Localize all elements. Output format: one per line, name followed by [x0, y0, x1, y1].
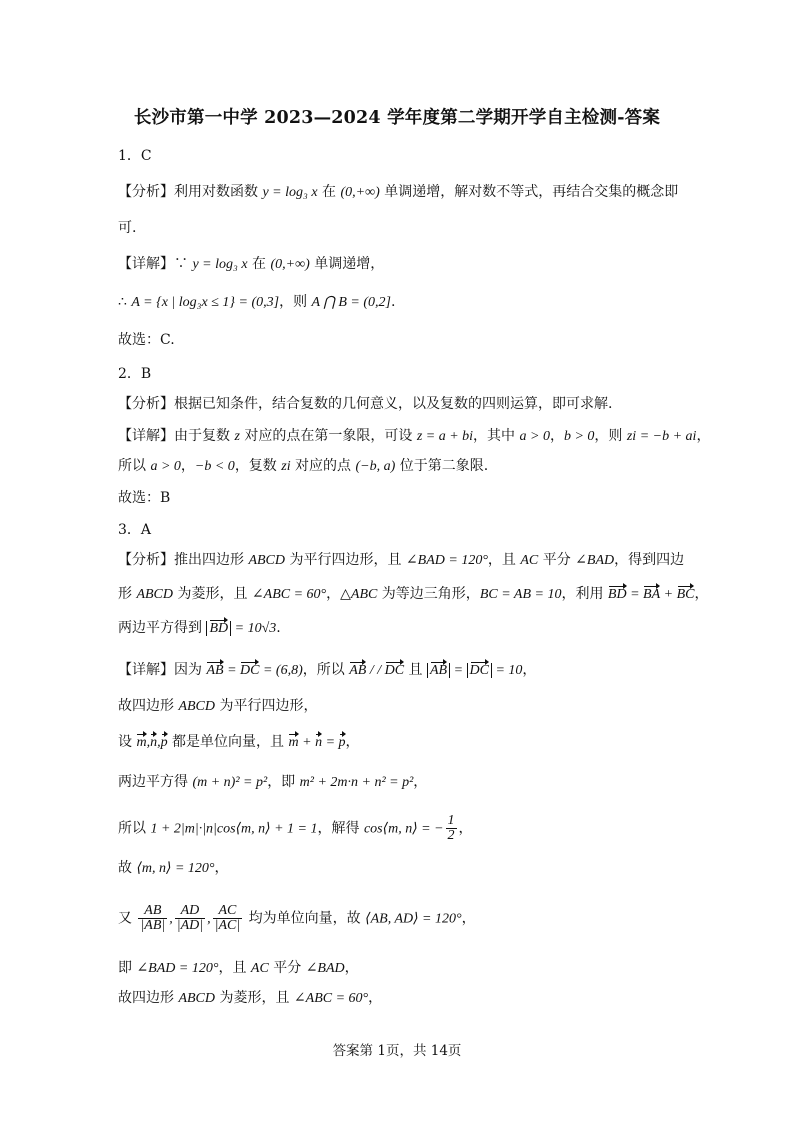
q3-text: 形 [118, 586, 137, 602]
q3-text: 又 [118, 910, 137, 927]
q3-math: / / [366, 663, 385, 678]
q3-detail-line1 [118, 660, 536, 681]
q3-text: ， [345, 734, 360, 750]
q3-text: 平分 [268, 960, 306, 976]
q3-math: △ABC [340, 587, 378, 602]
q3-detail-line7: 又 $\frac{AB}{|AB|}$ , $\frac{AD}{|AD|}$ , $\frac{AC}{|AC|}$ 均为单位向量，故 ⟨AB, AD⟩ = 120°， [118, 903, 476, 933]
q2-detail-text: ， [549, 428, 564, 444]
q3-text: ， [344, 960, 359, 976]
q1-analysis-interval: (0,+∞) [340, 185, 380, 200]
q3-text: ， [368, 990, 383, 1006]
vector-ab: AB [349, 661, 366, 681]
q1-detail-text: . [390, 294, 396, 310]
q2-math: b > 0 [563, 429, 595, 444]
q1-answer: 故选：C. [118, 332, 175, 348]
q2-answer: 故选：B [118, 490, 171, 506]
q3-text: ，解得 [317, 820, 364, 837]
vector-p: p [161, 733, 168, 753]
q3-math: ∠ABC = 60° [251, 587, 327, 602]
q3-math: ABCD [178, 699, 216, 714]
q3-text: ， [413, 774, 428, 790]
q3-math: 1 + 2|m|·|n|cos⟨m, n⟩ + 1 = 1 [150, 821, 318, 837]
q3-math: ∠BAD = 120° [136, 961, 219, 976]
q2-detail-text: ，则 [594, 428, 627, 444]
q3-math: = 10 [491, 663, 523, 678]
q3-math: = [223, 663, 241, 678]
q3-text: 均为单位向量，故 [244, 910, 366, 927]
q2-detail-text: 位于第二象限. [395, 458, 489, 474]
q3-text: 两边平方得到 [118, 620, 207, 636]
q1-analysis-text: 单调递增，解对数不等式，再结合交集的概念即 [379, 184, 679, 200]
q3-math: + [298, 735, 316, 750]
q3-text: 为平行四边形，且 [285, 552, 406, 568]
q3-math: ∠BAD = 120° [405, 553, 488, 568]
q1-analysis-text: 在 [317, 184, 341, 200]
q2-math: zi = −b + ai [626, 429, 697, 444]
q3-text: 为菱形，且 [173, 586, 252, 602]
q2-math: zi [281, 459, 291, 474]
q3-math: + [660, 587, 677, 602]
q1-detail-text: ∴ [118, 294, 132, 310]
q3-text: 故四边形 [118, 698, 179, 714]
q1-detail-text: 【详解】∵ [118, 256, 193, 272]
q3-math: ABCD [178, 991, 216, 1006]
q3-text: 都是单位向量，且 [167, 734, 289, 750]
q2-detail-text: 对应的点 [290, 458, 356, 474]
q3-text: ，且 [218, 960, 251, 976]
q2-math: a > 0 [519, 429, 550, 444]
q3-math: = [626, 587, 644, 602]
q2-detail-line2 [118, 456, 488, 477]
q3-text: ， [461, 910, 476, 927]
q1-header: 1．C [118, 148, 152, 164]
q3-math: ∠ABC = 60° [293, 991, 369, 1006]
q3-detail-line6 [118, 858, 229, 879]
q3-analysis-line2 [118, 584, 708, 605]
q1-intersection: A ⋂ B = (0,2] [311, 295, 391, 310]
vector-n: n [150, 733, 157, 753]
q3-text: 故四边形 [118, 990, 179, 1006]
q3-math: AC [250, 961, 269, 976]
fraction-numerator: AB [138, 904, 167, 919]
page-footer: 答案第 1页，共 14页 [332, 1043, 462, 1059]
q3-math: m² + 2m·n + n² = p² [299, 775, 414, 790]
fraction-one-half [446, 814, 457, 843]
q3-text: 即 [118, 960, 137, 976]
q3-text: 【详解】因为 [118, 662, 207, 678]
page-title: 长沙市第一中学 2023—2024 学年度第二学期开学自主检测-答案 [133, 108, 661, 128]
q3-math: ∠BAD [305, 961, 345, 976]
q2-analysis: 【分析】根据已知条件，结合复数的几何意义，以及复数的四则运算，即可求解. [118, 396, 613, 412]
q3-text: 为菱形，且 [215, 990, 294, 1006]
q2-detail-text: ， [180, 458, 195, 474]
q3-header: 3．A [118, 522, 152, 538]
q1-detail-text: ，则 [279, 294, 312, 310]
q3-math: ABCD [248, 553, 286, 568]
q3-detail-line5 [118, 814, 473, 843]
q3-math: BC = AB = 10 [479, 587, 562, 602]
q3-math: ⟨m, n⟩ = 120° [136, 861, 215, 876]
q3-detail-line2 [118, 696, 317, 717]
q3-math: ABCD [136, 587, 174, 602]
q3-text: 【分析】推出四边形 [118, 552, 249, 568]
q2-detail-line1 [118, 426, 710, 447]
q1-set-a: A = {x | log₃x ≤ 1} = (0,3] [131, 295, 280, 310]
fraction-ad-unit [175, 904, 205, 933]
q3-text: 为平行四边形， [215, 698, 318, 714]
q1-detail-line2 [118, 292, 395, 313]
q3-analysis-line1 [118, 550, 684, 571]
q3-text: ， [458, 820, 473, 837]
q3-text: ， [214, 860, 229, 876]
q2-detail-text: 所以 [118, 458, 151, 474]
vector-m: m [136, 733, 146, 753]
fraction-numerator: 1 [447, 813, 455, 828]
q3-text: ，即 [267, 774, 300, 790]
vector-dc: DC [470, 661, 489, 681]
vector-ab: AB [430, 661, 447, 681]
q3-text: ， [694, 586, 709, 602]
q3-detail-line4 [118, 772, 427, 793]
q3-text: 且 [404, 662, 427, 678]
q2-detail-text: ， [696, 428, 711, 444]
q1-detail-line1 [118, 254, 384, 275]
q3-math: ∠BAD [575, 553, 615, 568]
q1-detail-math: y = log₃ x [192, 257, 248, 272]
q3-math: = [450, 663, 467, 678]
q3-math: = [322, 735, 339, 750]
q2-math: −b < 0 [194, 459, 235, 474]
vector-bd: BD [608, 585, 627, 605]
vector-bd: BD [209, 619, 228, 639]
q1-detail-text: 在 [247, 256, 271, 272]
q3-math: (m + n)² = p² [192, 775, 268, 790]
q3-detail-line8 [118, 958, 359, 979]
vector-dc: DC [240, 661, 259, 681]
q2-detail-text: 【详解】由于复数 [118, 428, 235, 444]
q2-detail-text: ，其中 [473, 428, 520, 444]
vector-bc: BC [677, 585, 695, 605]
q2-math: (−b, a) [355, 459, 396, 474]
q3-text: 平分 [538, 552, 576, 568]
q3-text: 两边平方得 [118, 774, 193, 790]
q2-math: z = a + bi [416, 429, 474, 444]
q3-analysis-line3 [118, 618, 281, 639]
q2-math: z [234, 429, 240, 444]
q3-text: ，所以 [302, 662, 350, 678]
q3-text: ， [522, 662, 537, 678]
vector-ab: AB [206, 661, 223, 681]
q2-detail-text: 对应的点在第一象限，可设 [239, 428, 417, 444]
vector-n: n [315, 733, 322, 753]
q3-math: cos⟨m, n⟩ = − [363, 821, 444, 837]
fraction-denominator: |AB| [140, 918, 166, 933]
q3-text: ，且 [487, 552, 521, 568]
fraction-numerator: AC [213, 904, 243, 919]
q3-math: = (6,8) [259, 663, 303, 678]
fraction-denominator: |AD| [176, 918, 204, 933]
q1-detail-interval: (0,+∞) [270, 257, 310, 272]
fraction-ab-unit [138, 904, 167, 933]
vector-p: p [339, 733, 346, 753]
q2-math: a > 0 [150, 459, 181, 474]
q3-math: ⟨AB, AD⟩ = 120° [365, 911, 462, 927]
q1-analysis-line2: 可. [118, 220, 137, 236]
q1-analysis-line1 [118, 182, 678, 203]
q3-detail-line3: 设 m,n,p 都是单位向量，且 m + n = p， [118, 732, 360, 753]
q3-math: = 10√3 [231, 621, 277, 636]
fraction-numerator: AD [175, 904, 205, 919]
vector-ba: BA [643, 585, 660, 605]
q1-analysis-math: y = log₃ x [262, 185, 318, 200]
q3-detail-line9 [118, 988, 382, 1009]
q1-analysis-text: 【分析】利用对数函数 [118, 184, 263, 200]
q3-text: . [276, 620, 281, 636]
q3-text: 故 [118, 860, 137, 876]
q1-detail-text: 单调递增， [309, 256, 385, 272]
q3-math: AC [520, 553, 539, 568]
q3-text: ，利用 [561, 586, 608, 602]
q3-text: ， [326, 586, 341, 602]
q2-header: 2．B [118, 366, 152, 382]
q3-text: 所以 [118, 820, 151, 837]
q3-text: ，得到四边 [614, 552, 685, 568]
q3-text: 设 [118, 734, 137, 750]
vector-dc: DC [385, 661, 404, 681]
vector-m: m [288, 733, 298, 753]
q2-detail-text: ，复数 [234, 458, 282, 474]
fraction-denominator: 2 [447, 828, 455, 843]
q3-text: 为等边三角形， [377, 586, 480, 602]
fraction-denominator: |AC| [214, 918, 241, 933]
fraction-ac-unit [213, 904, 243, 933]
